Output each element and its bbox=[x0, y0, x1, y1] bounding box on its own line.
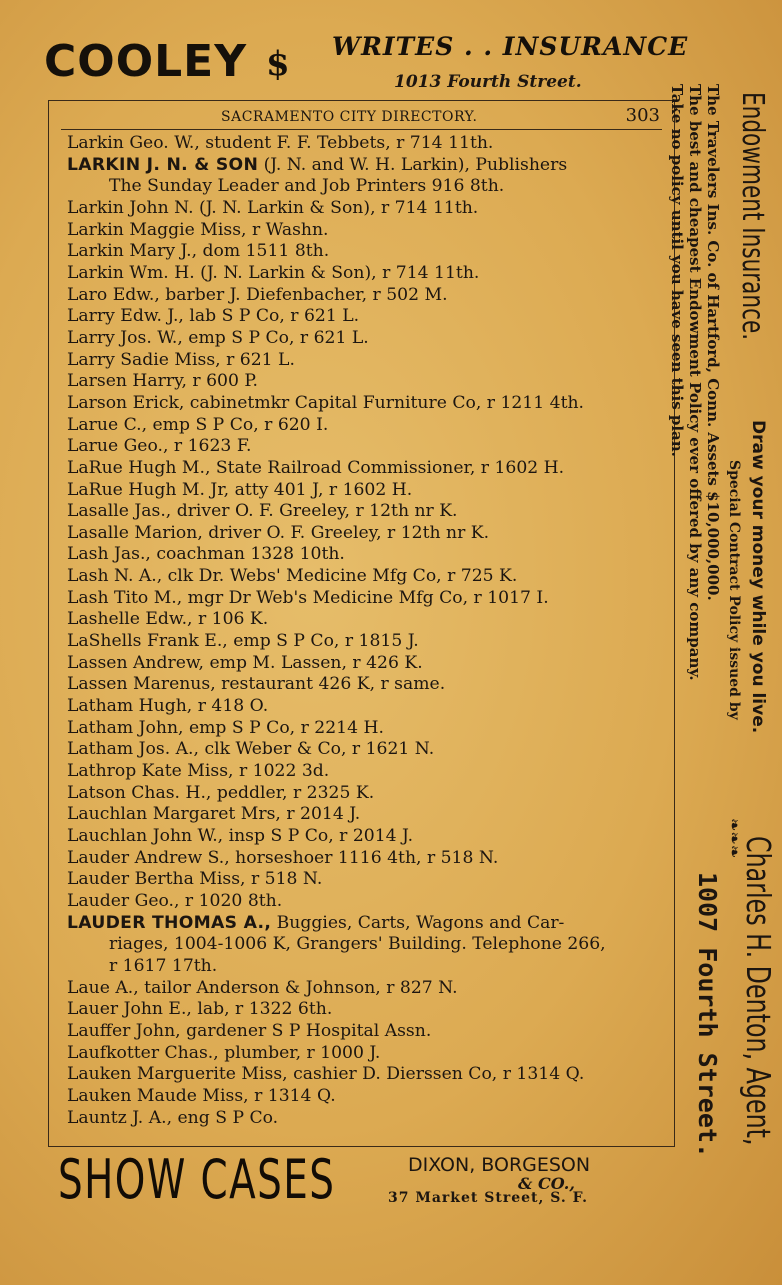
insurance-tagline: WRITES . . INSURANCE bbox=[332, 32, 689, 61]
entry-details: coachman 1328 10th. bbox=[150, 544, 345, 565]
entry-name: LaRue Hugh M. Jr, bbox=[67, 479, 230, 500]
directory-entry bbox=[65, 804, 665, 826]
entry-details: restaurant 426 K, r same. bbox=[215, 674, 446, 695]
special-contract: Special Contract Policy issued by bbox=[726, 460, 742, 720]
bottom-advertisement bbox=[58, 1148, 668, 1218]
entry-details: clk Dr. Webs' Medicine Mfg Co, r 725 K. bbox=[162, 566, 518, 587]
directory-entry bbox=[65, 350, 665, 372]
entry-details: (J. N. Larkin & Son), r 714 11th. bbox=[193, 197, 479, 218]
entry-details: gardener S P Hospital Assn. bbox=[180, 1020, 432, 1041]
entry-name: Lassen Marenus, bbox=[67, 674, 216, 695]
entry-name: Lassen Andrew, bbox=[67, 652, 205, 673]
entry-name: Larry Jos. W., bbox=[67, 327, 183, 348]
entry-details: cabinetmkr Capital Furniture Co, r 1211 4th. bbox=[184, 392, 585, 413]
directory-title: SACRAMENTO CITY DIRECTORY. bbox=[221, 109, 478, 125]
entry-details: cashier D. Dierssen Co, r 1314 Q. bbox=[287, 1064, 585, 1085]
ornament: ❧❧❧ bbox=[725, 818, 744, 859]
directory-entry bbox=[65, 978, 665, 1000]
directory-entry bbox=[65, 566, 665, 588]
travelers-line-3: Take no policy until you have seen this plan. bbox=[668, 84, 686, 457]
entry-name: Latham Hugh, bbox=[67, 696, 193, 717]
entry-details: State Railroad Commissioner, r 1602 H. bbox=[210, 457, 565, 478]
entry-name: Larkin John N. bbox=[67, 197, 194, 218]
entry-name: Lauffer John, bbox=[67, 1020, 181, 1041]
endowment-title: Endowment Insurance. bbox=[735, 92, 770, 341]
entry-name: Larry Sadie Miss, bbox=[67, 349, 221, 370]
entry-name: Larue C., bbox=[67, 414, 148, 435]
entry-details: r 600 P. bbox=[186, 371, 258, 392]
entry-details: lab S P Co, r 621 L. bbox=[183, 306, 360, 327]
directory-entry bbox=[65, 241, 665, 263]
entry-continuation: r 1617 17th. bbox=[109, 955, 218, 976]
entry-name: Larkin Mary J., bbox=[67, 241, 198, 262]
top-advertisement bbox=[44, 30, 704, 100]
directory-entry bbox=[65, 588, 665, 610]
entry-name: Larue Geo., bbox=[67, 436, 169, 457]
entry-name: Launtz J. A., bbox=[67, 1107, 173, 1128]
directory-entry bbox=[65, 1064, 665, 1086]
entry-name: Lash Tito M., bbox=[67, 587, 183, 608]
entry-details: insp S P Co, r 2014 J. bbox=[223, 826, 414, 846]
entry-name: Lash N. A., bbox=[67, 566, 163, 587]
entry-details: dom 1511 8th. bbox=[197, 241, 330, 262]
entry-details: plumber, r 1000 J. bbox=[218, 1042, 381, 1063]
entry-details: mgr Dr Web's Medicine Mfg Co, r 1017 I. bbox=[182, 587, 549, 608]
entry-name: LARKIN J. N. & SON bbox=[67, 154, 259, 175]
entry-details: peddler, r 2325 K. bbox=[211, 782, 375, 803]
directory-entry bbox=[65, 783, 665, 805]
entry-details: r 1020 8th. bbox=[179, 890, 283, 911]
page-number: 303 bbox=[625, 105, 660, 126]
entry-name: Lashelle Edw., bbox=[67, 609, 193, 630]
directory-entry bbox=[65, 1043, 665, 1065]
directory-entries bbox=[65, 133, 665, 1129]
cooley-address: 1013 Fourth Street. bbox=[394, 72, 582, 92]
running-header bbox=[49, 107, 674, 129]
entry-name: Lauder Bertha Miss, bbox=[67, 869, 246, 890]
directory-entry bbox=[65, 653, 665, 675]
directory-entry bbox=[65, 999, 665, 1021]
entry-name: Lauer John E., bbox=[67, 999, 192, 1020]
entry-name: Larkin Wm. H. bbox=[67, 262, 195, 283]
entry-continuation: riages, 1004-1006 K, Grangers' Building. Telephone 266, bbox=[109, 934, 606, 955]
directory-entry bbox=[65, 1086, 665, 1108]
travelers-line-2: The best and cheapest Endowment Policy ever offered by any company. bbox=[686, 84, 704, 681]
entry-details: horseshoer 1116 4th, r 518 N. bbox=[229, 847, 499, 868]
entry-name: Lauchlan John W., bbox=[67, 826, 224, 846]
entry-details: r 1314 Q. bbox=[248, 1085, 336, 1106]
entry-name: LAUDER THOMAS A., bbox=[67, 912, 272, 933]
entry-name: Lauder Andrew S., bbox=[67, 847, 230, 868]
directory-entry bbox=[65, 155, 665, 177]
entry-name: Laro Edw., bbox=[67, 284, 160, 305]
entry-details: driver O. F. Greeley, r 12th nr K. bbox=[171, 501, 458, 522]
entry-details: emp S P Co, r 621 L. bbox=[182, 327, 369, 348]
entry-name: Larsen Harry, bbox=[67, 371, 187, 392]
entry-details: atty 401 J, r 1602 H. bbox=[229, 479, 413, 500]
entry-details: driver O. F. Greeley, r 12th nr K. bbox=[202, 522, 490, 543]
directory-entry bbox=[65, 674, 665, 696]
directory-entry bbox=[65, 371, 665, 393]
entry-name: Laue A., bbox=[67, 977, 139, 998]
directory-entry bbox=[65, 523, 665, 545]
entry-name: Lauder Geo., bbox=[67, 890, 180, 911]
entry-details: r 106 K. bbox=[192, 609, 269, 630]
entry-continuation: The Sunday Leader and Job Printers 916 8th. bbox=[109, 176, 505, 197]
directory-entry bbox=[65, 1108, 665, 1130]
directory-entry bbox=[65, 328, 665, 350]
entry-details: tailor Anderson & Johnson, r 827 N. bbox=[138, 977, 458, 998]
entry-details: r 1623 F. bbox=[168, 436, 252, 457]
agent-address: 1007 Fourth Street. bbox=[693, 872, 722, 1158]
directory-entry bbox=[65, 848, 665, 870]
entry-details: Buggies, Carts, Wagons and Car- bbox=[271, 912, 565, 933]
entry-details: emp M. Lassen, r 426 K. bbox=[204, 652, 423, 673]
entry-name: Latham Jos. A., bbox=[67, 739, 199, 760]
entry-name: Lauken Maude Miss, bbox=[67, 1085, 249, 1106]
directory-entry bbox=[65, 739, 665, 761]
directory-entry bbox=[65, 609, 665, 631]
dixon-address: 37 Market Street, S. F. bbox=[388, 1190, 588, 1206]
entry-details: barber J. Diefenbacher, r 502 M. bbox=[159, 284, 448, 305]
cooley-brand: COOLEY bbox=[44, 36, 248, 87]
cooley-mark: $ bbox=[266, 44, 290, 84]
directory-entry bbox=[65, 696, 665, 718]
entry-details: (J. N. Larkin & Son), r 714 11th. bbox=[194, 262, 480, 283]
directory-entry bbox=[65, 869, 665, 891]
directory-entry bbox=[65, 501, 665, 523]
directory-entry bbox=[65, 198, 665, 220]
entry-name: Laufkotter Chas., bbox=[67, 1042, 219, 1063]
directory-entry bbox=[65, 913, 665, 935]
entry-details: r 2014 J. bbox=[280, 804, 361, 825]
entry-name: Larkin Geo. W., bbox=[67, 133, 200, 153]
directory-entry bbox=[65, 133, 665, 155]
show-cases-headline: SHOW CASES bbox=[58, 1148, 336, 1211]
entry-name: Latham John, bbox=[67, 717, 184, 738]
entry-details: lab, r 1322 6th. bbox=[191, 999, 333, 1020]
entry-details: emp S P Co, r 620 I. bbox=[147, 414, 329, 435]
entry-details: r Washn. bbox=[246, 219, 329, 240]
dixon-borgeson-name: DIXON, BORGESON bbox=[408, 1154, 591, 1176]
agent-name: Charles H. Denton, Agent, bbox=[739, 836, 778, 1146]
directory-entry bbox=[65, 436, 665, 458]
entry-name: Lasalle Marion, bbox=[67, 522, 203, 543]
entry-details: (J. N. and W. H. Larkin), Publishers bbox=[258, 154, 568, 175]
entry-name: Larson Erick, bbox=[67, 392, 185, 413]
entry-name: Lash Jas., bbox=[67, 544, 151, 565]
entry-name: LaRue Hugh M., bbox=[67, 457, 211, 478]
dixon-co: & CO., bbox=[518, 1174, 575, 1193]
directory-entry bbox=[65, 285, 665, 307]
entry-details: r 1022 3d. bbox=[233, 761, 330, 782]
directory-entry bbox=[65, 826, 665, 848]
entry-details: student F. F. Tebbets, r 714 11th. bbox=[199, 133, 494, 153]
directory-entry bbox=[65, 718, 665, 740]
entry-name: LaShells Frank E., bbox=[67, 631, 228, 652]
directory-entry bbox=[65, 415, 665, 437]
directory-entry bbox=[65, 263, 665, 285]
entry-name: Lauken Marguerite Miss, bbox=[67, 1064, 288, 1085]
directory-entry bbox=[65, 891, 665, 913]
entry-details: emp S P Co, r 1815 J. bbox=[227, 631, 419, 652]
directory-entry bbox=[65, 1021, 665, 1043]
directory-entry bbox=[65, 220, 665, 242]
entry-details: r 418 O. bbox=[192, 696, 269, 717]
entry-name: Larkin Maggie Miss, bbox=[67, 219, 247, 240]
entry-name: Latson Chas. H., bbox=[67, 782, 212, 803]
header-rule bbox=[61, 129, 662, 130]
entry-details: emp S P Co, r 2214 H. bbox=[183, 717, 384, 738]
directory-entry bbox=[65, 544, 665, 566]
entry-details: r 621 L. bbox=[220, 349, 295, 370]
directory-entry bbox=[65, 631, 665, 653]
travelers-block bbox=[668, 84, 722, 681]
entry-name: Lauchlan Margaret Mrs, bbox=[67, 804, 281, 825]
directory-entry bbox=[65, 761, 665, 783]
entry-details: r 518 N. bbox=[245, 869, 323, 890]
travelers-line-1: The Travelers Ins. Co. of Hartford, Conn. Assets $10,000,000. bbox=[704, 84, 722, 601]
directory-entry bbox=[65, 480, 665, 502]
entry-name: Lathrop Kate Miss, bbox=[67, 761, 234, 782]
directory-entry bbox=[65, 393, 665, 415]
entry-name: Lasalle Jas., bbox=[67, 501, 172, 522]
directory-entry bbox=[65, 306, 665, 328]
directory-entry bbox=[65, 458, 665, 480]
entry-details: clk Weber & Co, r 1621 N. bbox=[198, 739, 435, 760]
entry-details: eng S P Co. bbox=[172, 1107, 279, 1128]
directory-frame bbox=[48, 100, 675, 1147]
entry-name: Larry Edw. J., bbox=[67, 306, 184, 327]
slogan: Draw your money while you live. bbox=[748, 420, 768, 734]
